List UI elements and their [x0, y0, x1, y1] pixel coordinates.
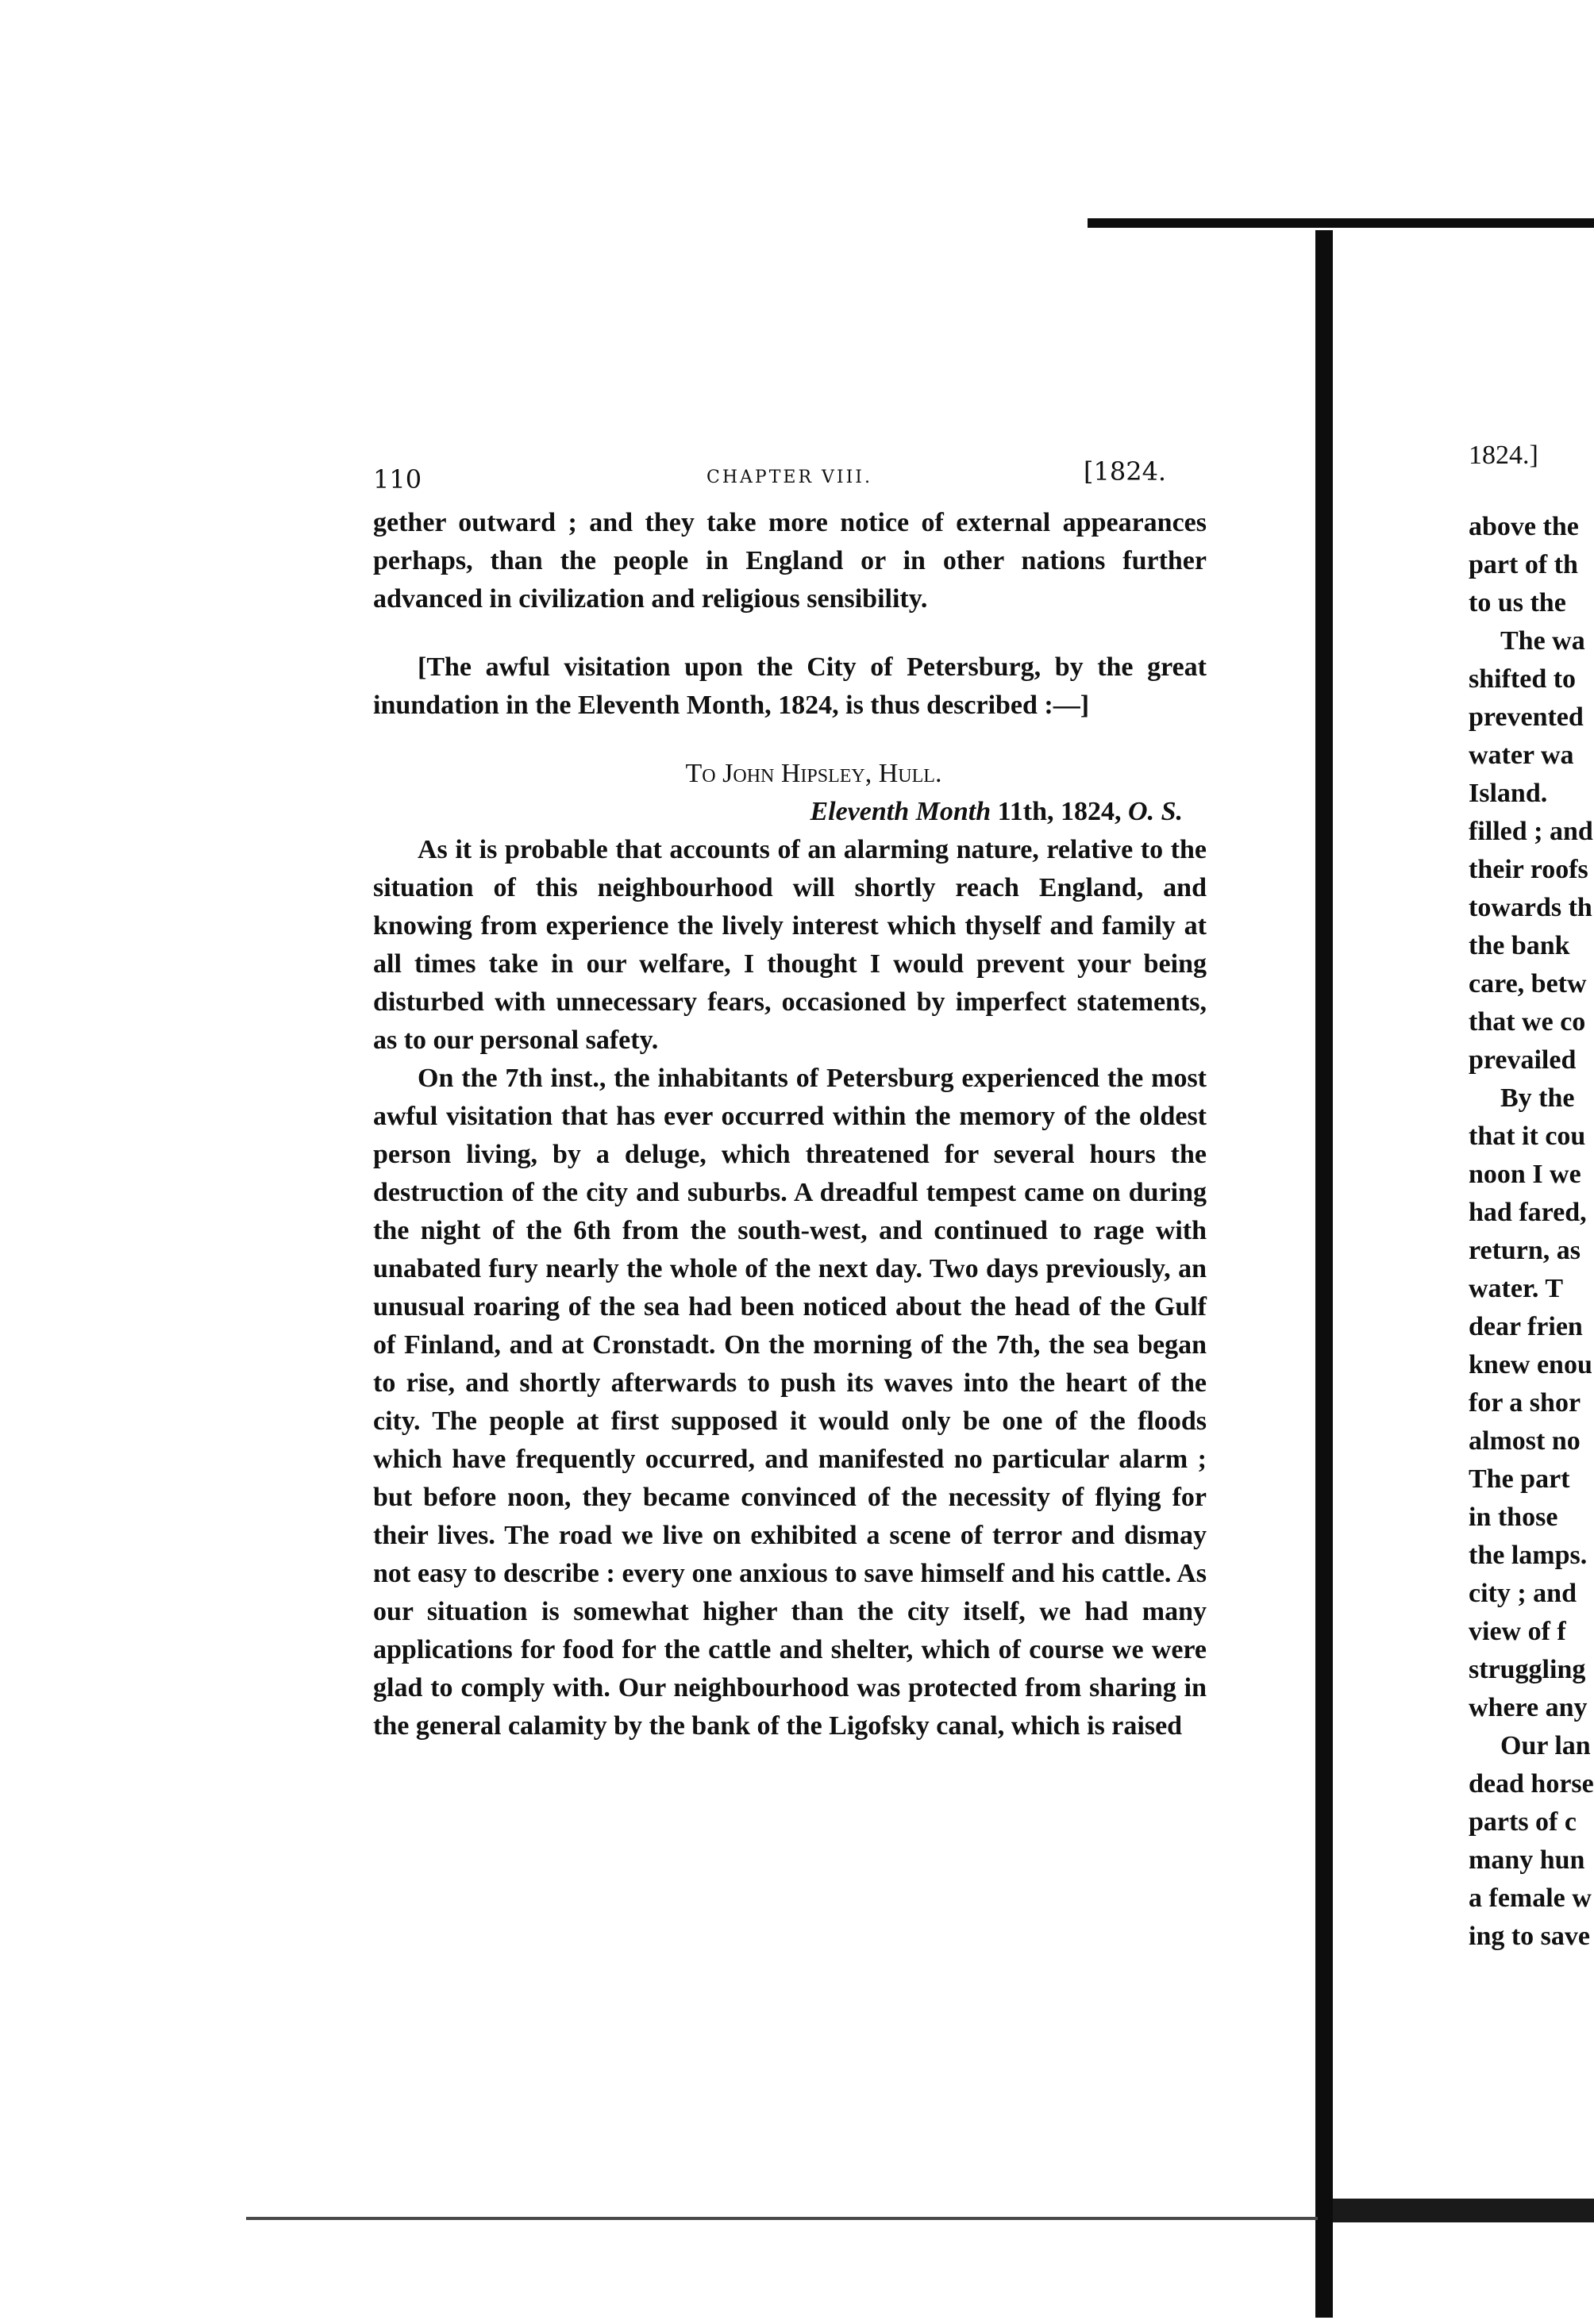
right-page-line: prevented: [1469, 702, 1584, 732]
right-page-line: their roofs: [1469, 855, 1588, 884]
right-page-line: the lamps.: [1469, 1541, 1588, 1570]
page-body: [373, 504, 1207, 1745]
right-page-line: a female w: [1469, 1883, 1592, 1913]
right-page-line: water. T: [1469, 1274, 1563, 1303]
right-page-line: Our lan: [1500, 1731, 1591, 1760]
right-page-line: had fared,: [1469, 1198, 1587, 1227]
right-page-line: care, betw: [1469, 969, 1587, 998]
right-page-line: dead horse: [1469, 1769, 1594, 1799]
right-page-line: return, as: [1469, 1236, 1581, 1265]
right-page-line: shifted to: [1469, 664, 1577, 694]
letter-dateline: [373, 793, 1207, 831]
right-page-line: dear frien: [1469, 1312, 1583, 1341]
right-page-line: The part: [1469, 1464, 1570, 1494]
dateline-day: 11th,: [991, 797, 1054, 826]
dateline-month: Eleventh Month: [810, 797, 991, 826]
letter-paragraph-1: As it is probable that accounts of an alarming nature, relative to the situation of this neighbourhood will shortly reach England, and knowing from experience the lively interest which thyself and family at all times take in our welfare, I thought I would prevent your being disturbed with unnecessary fears, occasioned by imperfect statements, as to our personal safety.: [373, 835, 1207, 1055]
editorial-note: [The awful visitation upon the City of Petersburg, by the great inundation in the Eleventh Month, 1824, is thus described :—]: [373, 652, 1207, 720]
opening-paragraph: gether outward ; and they take more notice of external appearances perhaps, than the people in England or in other nations further advanced in civilization and religious sensibility.: [373, 508, 1207, 614]
right-page-line: The wa: [1500, 626, 1585, 656]
chapter-heading: CHAPTER VIII.: [707, 467, 872, 487]
right-page-line: above the: [1469, 512, 1579, 541]
right-page-line: knew enou: [1469, 1350, 1592, 1379]
right-page-line: part of th: [1469, 550, 1578, 579]
right-page-line: in those: [1469, 1503, 1558, 1532]
page-edge-bottom: [246, 2217, 1318, 2220]
right-page-line: for a shor: [1469, 1388, 1581, 1418]
right-page-line: city ; and: [1469, 1579, 1577, 1608]
running-head: [373, 456, 1207, 504]
right-page-line: water wa: [1469, 741, 1574, 770]
right-page-line: that it cou: [1469, 1122, 1586, 1151]
letter-paragraph-2: On the 7th inst., the inhabitants of Petersburg experienced the most awful visitation that has ever occurred within the memory of the oldest person living, by a deluge, which threatened for several hours the destruction of the city and suburbs. A dreadful tempest came on during the night of the 6th from the south-west, and continued to rage with unabated fury nearly the whole of the next day. Two days previously, an unusual roaring of the sea had been noticed about the head of the Gulf of Finland, and at Cronstadt. On the morning of the 7th, the sea began to rise, and shortly afterwards to push its waves into the heart of the city. The people at first supposed it would only be one of the floods which have frequently occurred, and manifested no particular alarm ; but before noon, they became convinced of the necessity of flying for their lives. The road we live on exhibited a scene of terror and dismay not easy to describe : every one anxious to save himself and his cattle. As our situation is somewhat higher than the city itself, we had many applications for food for the cattle and shelter, which of course we were glad to comply with. Our neighbourhood was protected from sharing in the general calamity by the bank of the Ligofsky canal, which is raised: [373, 1064, 1207, 1741]
right-page-line: to us the: [1469, 588, 1566, 618]
right-page-fragment: [1469, 437, 1594, 1956]
right-page-line: filled ; and: [1469, 817, 1593, 846]
running-head-year: [1824.: [1084, 456, 1167, 487]
letter-addressee: To John Hipsley, Hull.: [685, 759, 942, 788]
right-page-line: Island.: [1469, 779, 1548, 808]
right-page-line: many hun: [1469, 1845, 1585, 1875]
right-page-line: towards th: [1469, 893, 1592, 922]
book-binding-gutter: [1315, 230, 1333, 2318]
right-page-line: ing to save: [1469, 1922, 1590, 1951]
right-page-line: parts of c: [1469, 1807, 1577, 1837]
right-page-line: where any: [1469, 1693, 1588, 1722]
right-page-line: the bank: [1469, 931, 1570, 960]
right-page-line: By the: [1500, 1083, 1575, 1113]
right-page-line: struggling: [1469, 1655, 1586, 1684]
dateline-os: O. S.: [1128, 797, 1183, 826]
page-number: 110: [373, 464, 422, 494]
right-page-lines: [1469, 508, 1594, 1956]
left-page: [373, 456, 1207, 1745]
page-edge-shadow-top: [1088, 218, 1594, 228]
page-edge-bottom-right: [1333, 2199, 1594, 2222]
right-page-line: almost no: [1469, 1426, 1581, 1456]
right-page-line: that we co: [1469, 1007, 1586, 1037]
right-page-line: noon I we: [1469, 1160, 1581, 1189]
right-page-line: view of f: [1469, 1617, 1566, 1646]
right-page-line: prevailed: [1469, 1045, 1577, 1075]
dateline-year: 1824,: [1053, 797, 1129, 826]
right-running-head-year: 1824.]: [1469, 441, 1538, 470]
